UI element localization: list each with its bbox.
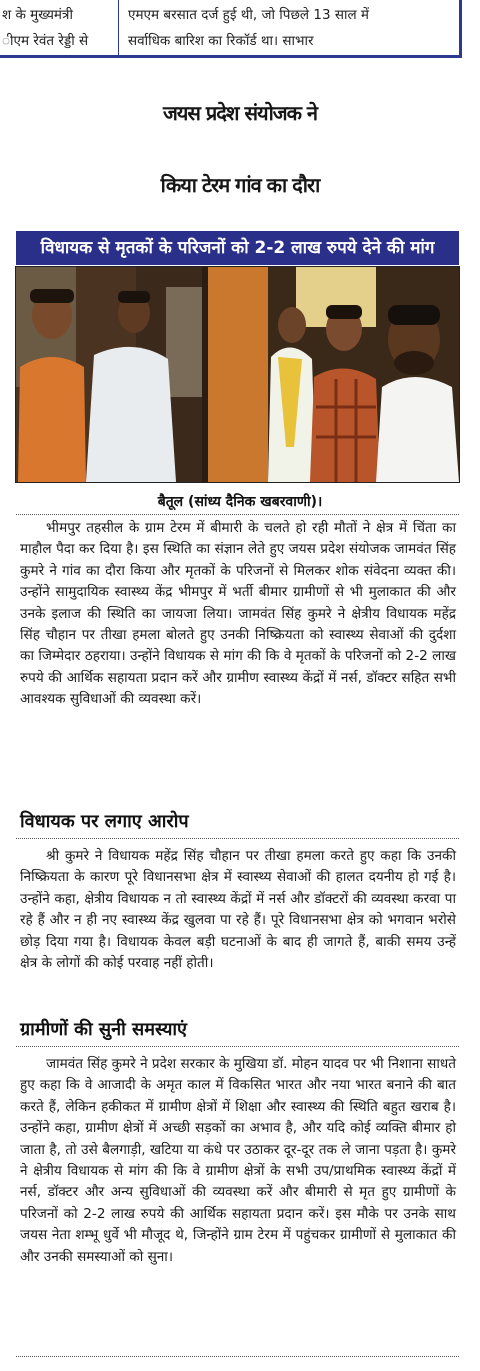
previous-article-right-column — [128, 2, 458, 54]
divider — [16, 1046, 459, 1047]
column-divider — [118, 0, 119, 56]
divider — [16, 514, 459, 515]
section-heading-allegations: विधायक पर लगाए आरोप — [20, 811, 189, 832]
news-photo-illustration — [16, 267, 459, 482]
subheadline-banner: विधायक से मृतकों के परिजनों को 2-2 लाख रुपये देने की मांग — [16, 231, 459, 265]
section-heading-villagers-problems: ग्रामीणों की सुनी समस्याएं — [20, 1019, 188, 1040]
dateline: बैतूल (सांध्य दैनिक खबरवाणी)। — [157, 494, 323, 510]
news-photo — [16, 267, 459, 482]
headline-line-1: जयस प्रदेश संयोजक ने — [162, 101, 318, 125]
divider — [16, 1356, 459, 1357]
previous-article-right-line: सर्वाधिक बारिश का रिकॉर्ड था। साभार — [128, 33, 314, 49]
previous-article-left-line: श के मुख्यमंत्री — [2, 7, 73, 23]
article-paragraph-3: जामवंत सिंह कुमरे ने प्रदेश सरकार के मुखिया डॉ. मोहन यादव पर भी निशाना साधते हुए कहा कि वे आजादी के अमृत काल में विकसित भारत और नया भारत बनाने की बात करते हैं, लेकिन हकीकत में ग्रामीण क्षेत्रों में शिक्षा और स्वास्थ्य की स्थिति बहुत खराब है। उन्होंने कहा, ग्रामीण क्षेत्रों में अच्छी सड़कों का अभाव है, और यदि कोई व्यक्ति बीमार हो जाता है, तो उसे बैलगाड़ी, खटिया या कंधे पर उठाकर दूर-दूर तक ले जाना पड़ता है। कुमरे ने क्षेत्रीय विधायक से मांग की कि वे ग्रामीण क्षेत्रों के सभी उप/प्राथमिक स्वास्थ्य केंद्रों में नर्स, डॉक्टर और अन्य सुविधाओं की व्यवस्था करें और बीमारी से मृत हुए ग्रामीणों के परिजनों को 2-2 लाख रुपये की आर्थिक सहायता प्रदान करें। इस मौके पर उनके साथ जयस नेता शम्भू धुर्वे भी मौजूद थे, जिन्होंने ग्राम टेरम में पहुंचकर ग्रामीणों से मुलाकात की और उनकी समस्याओं को सुना। — [20, 1056, 457, 1265]
article-paragraph-1: भीमपुर तहसील के ग्राम टेरम में बीमारी के चलते हो रही मौतों ने क्षेत्र में चिंता का माहौल पैदा कर दिया है। इस स्थिति का संज्ञान लेते हुए जयस प्रदेश संयोजक जामवंत सिंह कुमरे ने गांव का दौरा किया और मृतकों के परिजनों से मिलकर शोक संवेदना व्यक्त की। उन्होंने सामुदायिक स्वास्थ्य केंद्र भीमपुर में भर्ती बीमार ग्रामीणों से भी मुलाकात की और उनके इलाज की स्थिति का जायजा लिया। जामवंत सिंह कुमरे ने क्षेत्रीय विधायक महेंद्र सिंह चौहान पर तीखा हमला बोलते हुए उनकी निष्क्रियता को स्वास्थ्य सेवाओं की दुर्दशा का जिम्मेदार ठहराया। उन्होंने विधायक से मांग की कि वे मृतकों के परिजनों को 2-2 लाख रुपये की आर्थिक सहायता प्रदान करें और ग्रामीण स्वास्थ्य केंद्रों में नर्स, डॉक्टर सहित सभी आवश्यक सुविधाओं की व्यवस्था करें। — [20, 520, 456, 708]
article-paragraph-2: श्री कुमरे ने विधायक महेंद्र सिंह चौहान पर तीखा हमला करते हुए कहा कि उनकी निष्क्रियता के कारण पूरे विधानसभा क्षेत्र में स्वास्थ्य सेवाओं की हालत दयनीय हो गई है। उन्होंने कहा, क्षेत्रीय विधायक न तो स्वास्थ्य केंद्रों में नर्स और डॉक्टरों की व्यवस्था करवा पा रहे हैं और न ही नए स्वास्थ्य केंद्र खुलवा पा रहे हैं। पूरे विधानसभा क्षेत्र को भगवान भरोसे छोड़ दिया गया है। विधायक केवल बड़ी घटनाओं के बाद ही जागते हैं, बाकी समय उन्हें क्षेत्र के लोगों की कोई परवाह नहीं होती। — [20, 848, 456, 972]
previous-article-right-line: एमएम बरसात दर्ज हुई थी, जो पिछले 13 साल में — [128, 7, 369, 23]
previous-article-left-column — [2, 2, 110, 54]
previous-article-fragment — [0, 0, 462, 58]
headline-line-2: किया टेरम गांव का दौरा — [160, 173, 320, 197]
divider — [16, 838, 459, 839]
previous-article-left-line: ीएम रेवंत रेड्डी से — [2, 33, 89, 49]
